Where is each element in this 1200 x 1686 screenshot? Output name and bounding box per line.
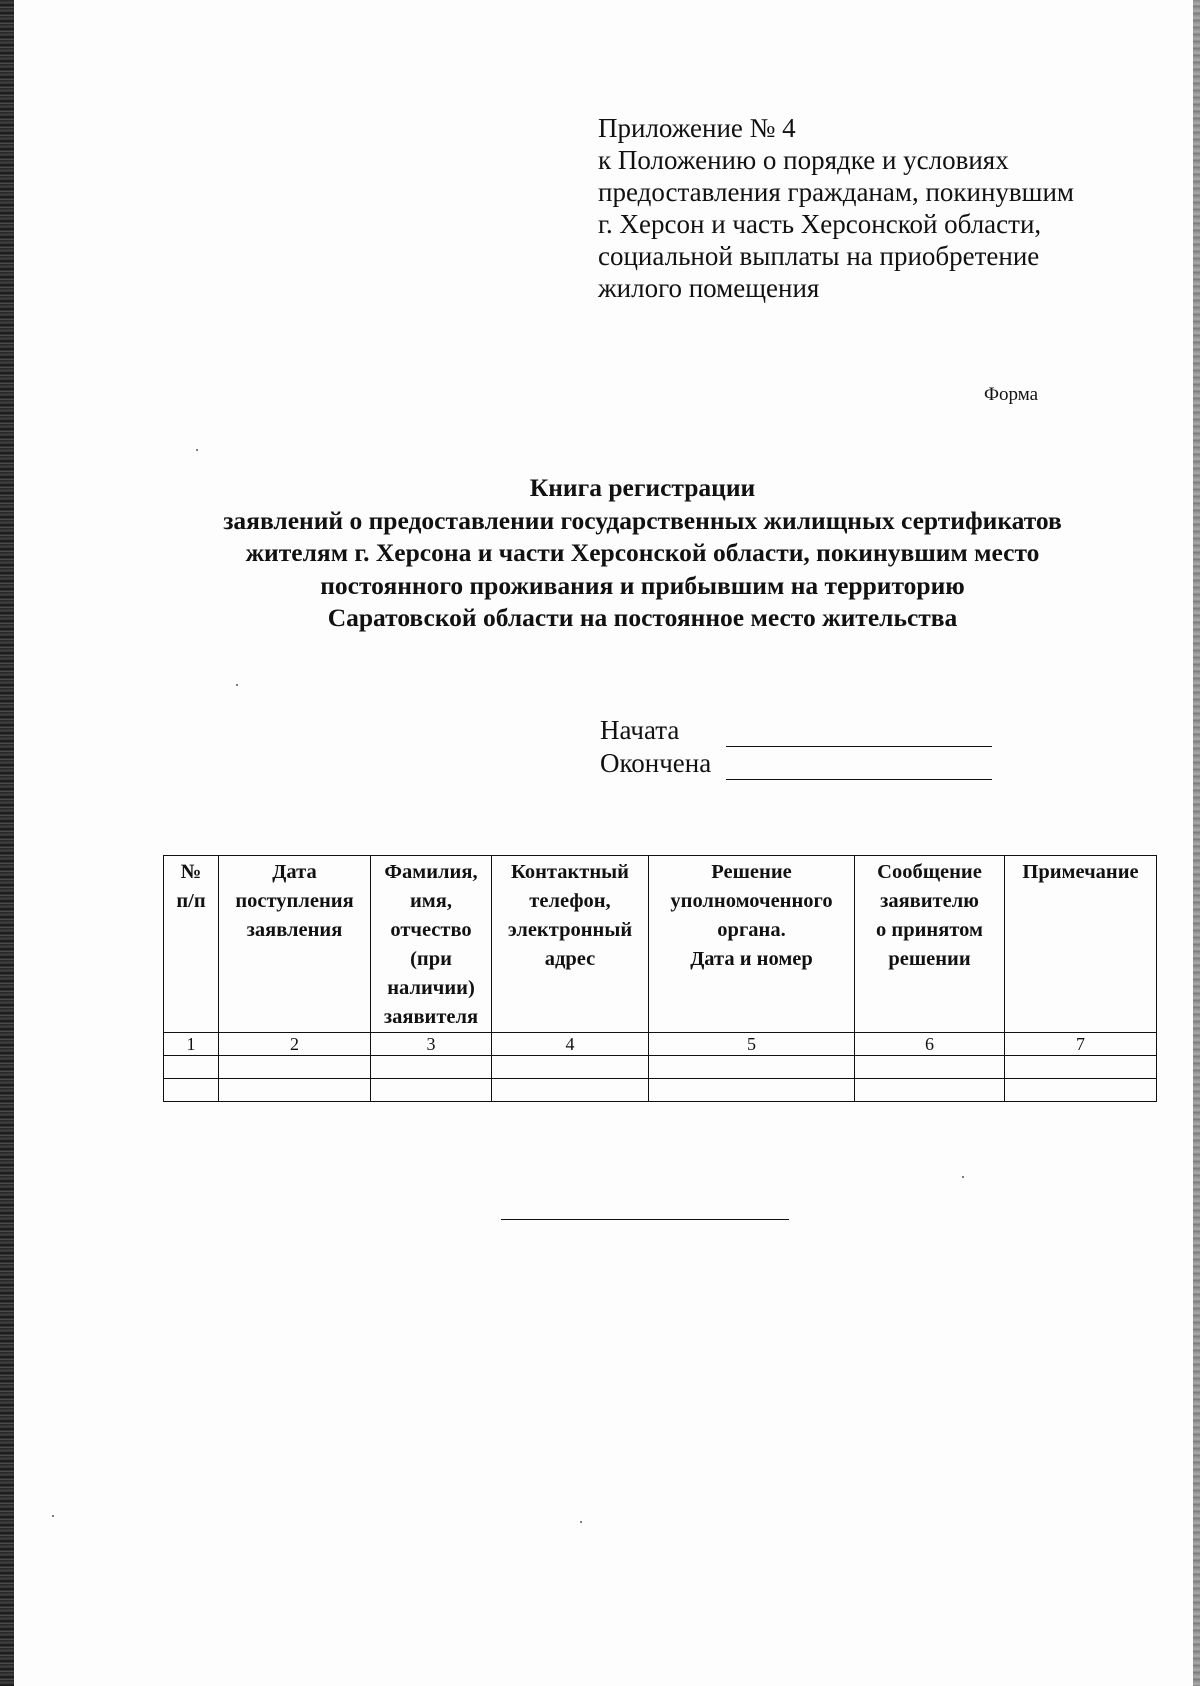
header-line: Фамилия, <box>384 861 478 883</box>
table-cell[interactable] <box>1005 1079 1157 1102</box>
column-number-cell: 3 <box>371 1033 492 1056</box>
registration-table <box>163 855 1157 1102</box>
header-line: отчество <box>390 919 472 941</box>
started-row <box>600 714 992 747</box>
table-cell[interactable] <box>164 1056 219 1079</box>
document-title <box>150 472 1135 635</box>
title-line: жителям г. Херсона и части Херсонской области, покинувшим место <box>245 538 1040 567</box>
header-cell <box>1005 856 1157 1033</box>
title-line: заявлений о предоставлении государственных жилищных сертификатов <box>223 505 1062 535</box>
table-cell[interactable] <box>855 1056 1005 1079</box>
table-header-row <box>164 856 1157 1033</box>
table-cell[interactable] <box>492 1056 649 1079</box>
table-cell[interactable] <box>855 1079 1005 1102</box>
scan-edge-left <box>0 0 14 1686</box>
scan-speck <box>580 1521 582 1523</box>
header-line: № <box>180 861 202 883</box>
header-cell <box>219 856 371 1033</box>
finished-label: Окончена <box>600 748 712 778</box>
dates-block <box>600 714 992 780</box>
appendix-line: жилого помещения <box>598 273 820 303</box>
scan-speck <box>236 684 238 686</box>
appendix-line: социальной выплаты на приобретение <box>598 241 1040 271</box>
header-line: уполномоченного <box>670 890 833 912</box>
header-cell <box>649 856 855 1033</box>
table-cell[interactable] <box>219 1079 371 1102</box>
table-cell[interactable] <box>164 1079 219 1102</box>
header-line: наличии) <box>387 977 475 999</box>
header-line: телефон, <box>529 890 611 912</box>
header-line: электронный <box>507 919 633 941</box>
appendix-line: Приложение № 4 <box>598 113 796 143</box>
title-line: Саратовской области на постоянное место жительства <box>327 603 958 632</box>
header-line: Контактный <box>511 861 629 883</box>
finished-row <box>600 747 992 780</box>
appendix-line: предоставления гражданам, покинувшим <box>598 177 1074 207</box>
finished-blank-line <box>726 755 992 780</box>
header-cell <box>492 856 649 1033</box>
table-cell[interactable] <box>371 1056 492 1079</box>
form-label: Форма <box>984 384 1039 405</box>
header-line: п/п <box>176 890 206 912</box>
closing-line <box>501 1219 789 1220</box>
column-number-cell: 1 <box>164 1033 219 1056</box>
header-line: заявления <box>246 919 343 941</box>
appendix-line: г. Херсон и часть Херсонской области, <box>598 209 1042 239</box>
header-cell <box>164 856 219 1033</box>
table-row <box>164 1079 1157 1102</box>
header-line: заявителя <box>383 1006 479 1028</box>
header-line: поступления <box>235 890 354 912</box>
title-line: постоянного проживания и прибывшим на территорию <box>320 570 965 600</box>
appendix-line: к Положению о порядке и условиях <box>598 145 1009 175</box>
table-cell[interactable] <box>649 1079 855 1102</box>
started-label: Начата <box>600 715 680 745</box>
table-row <box>164 1056 1157 1079</box>
header-line: решении <box>888 948 971 970</box>
appendix-block <box>598 112 1118 304</box>
scan-speck <box>196 449 198 451</box>
title-line: Книга регистрации <box>529 473 756 502</box>
header-line: Примечание <box>1022 861 1139 883</box>
scan-speck <box>52 1515 54 1517</box>
header-line: (при <box>410 948 452 970</box>
table-cell[interactable] <box>219 1056 371 1079</box>
column-number-row <box>164 1033 1157 1056</box>
table-cell[interactable] <box>492 1079 649 1102</box>
started-blank-line <box>726 722 992 747</box>
header-cell <box>371 856 492 1033</box>
header-line: Дата <box>272 861 317 883</box>
column-number-cell: 7 <box>1005 1033 1157 1056</box>
header-line: адрес <box>544 948 596 970</box>
header-line: имя, <box>410 890 452 912</box>
column-number-cell: 2 <box>219 1033 371 1056</box>
column-number-cell: 4 <box>492 1033 649 1056</box>
header-line: заявителю <box>880 890 979 912</box>
header-line: о принятом <box>876 919 983 941</box>
scan-speck <box>962 1176 964 1178</box>
table-cell[interactable] <box>371 1079 492 1102</box>
header-line: Решение <box>711 861 792 883</box>
table-cell[interactable] <box>649 1056 855 1079</box>
header-line: органа. <box>717 919 786 941</box>
scan-edge-right <box>1193 0 1200 1686</box>
column-number-cell: 6 <box>855 1033 1005 1056</box>
column-number-cell: 5 <box>649 1033 855 1056</box>
table-cell[interactable] <box>1005 1056 1157 1079</box>
header-line: Сообщение <box>877 861 982 883</box>
header-line: Дата и номер <box>690 948 813 970</box>
header-cell <box>855 856 1005 1033</box>
